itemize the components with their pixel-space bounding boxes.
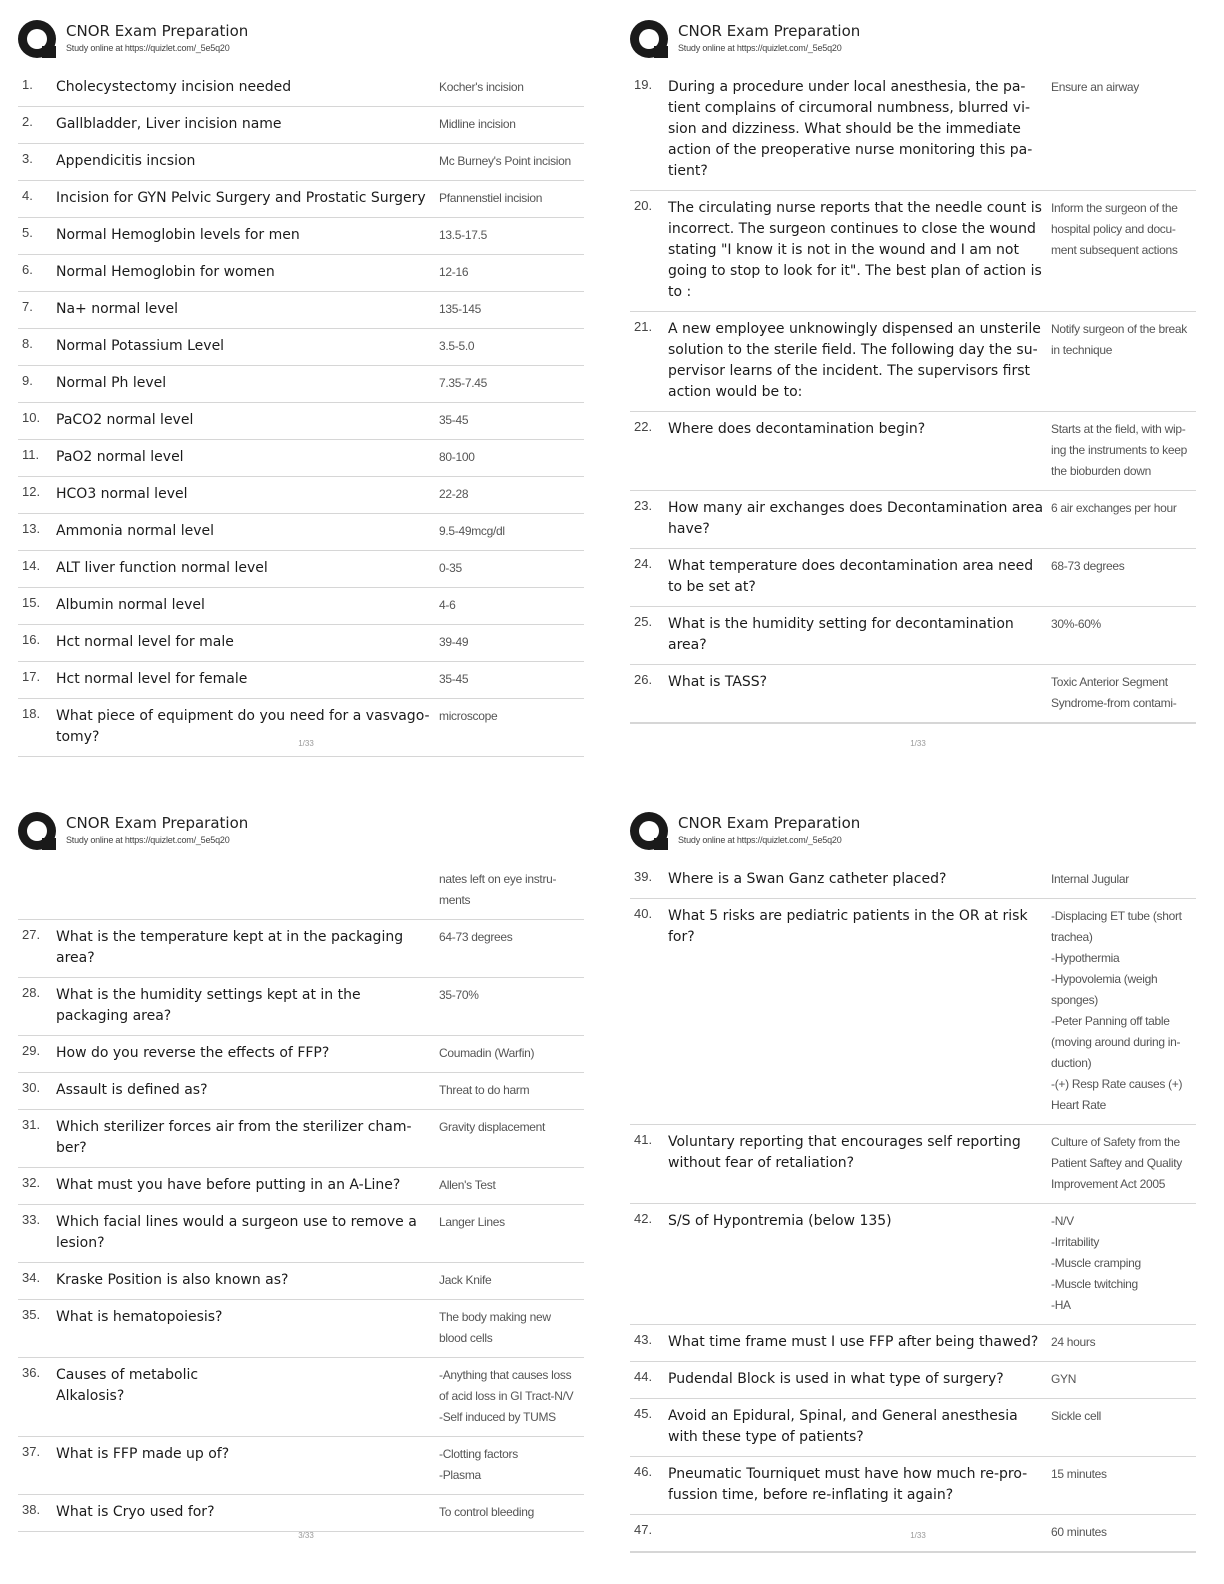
quizlet-logo-icon [18, 20, 56, 58]
answer-text: 35-45 [439, 672, 469, 686]
flashcard-row [630, 1362, 1196, 1399]
flashcard-row [630, 1457, 1196, 1515]
question-text: Causes of metabolic Alkalosis? [56, 1367, 199, 1404]
flashcard-row [630, 607, 1196, 665]
question-text: Pudendal Block is used in what type of surgery? [668, 1371, 1004, 1387]
answer-text: Inform the surgeon of the hospital policy and docu-ment subsequent actions [1051, 201, 1178, 257]
page-header [18, 18, 584, 66]
answer-text: -Anything that causes loss of acid loss in GI Tract-N/V -Self induced by TUMS [439, 1368, 574, 1424]
question-text: The circulating nurse reports that the needle count is incorrect. The surgeon continues to close the wound stating "I know it is not in the wound and I am not going to stop to look for it". The best plan of action is to : [668, 200, 1042, 300]
question-text: During a procedure under local anesthesia, the pa-tient complains of circumoral numbness, blurred vi-sion and dizziness. What should be the immediate action of the preoperative nurse monitoring this pa-tient? [668, 79, 1033, 179]
answer-text: Langer Lines [439, 1215, 505, 1229]
question-number: 27. [22, 927, 41, 942]
answer-text: GYN [1051, 1372, 1077, 1386]
answer-text: Midline incision [439, 117, 516, 131]
answer-text: 13.5-17.5 [439, 228, 488, 242]
answer-text: 4-6 [439, 598, 456, 612]
question-text: What piece of equipment do you need for a vasvago-tomy? [56, 708, 430, 745]
answer-text: Ensure an airway [1051, 80, 1139, 94]
answer-text: Mc Burney's Point incision [439, 154, 571, 168]
continuation-row [18, 862, 584, 920]
question-number: 46. [634, 1464, 653, 1479]
question-number: 41. [634, 1132, 653, 1147]
question-number: 40. [634, 906, 653, 921]
question-text: Ammonia normal level [56, 523, 215, 539]
answer-text: Jack Knife [439, 1273, 492, 1287]
flashcard-row [18, 292, 584, 329]
answer-text: Starts at the field, with wip-ing the instruments to keep the bioburden down [1051, 422, 1187, 478]
flashcard-row [630, 1204, 1196, 1325]
question-text: Which facial lines would a surgeon use to remove a lesion? [56, 1214, 417, 1251]
question-text: What 5 risks are pediatric patients in the OR at risk for? [668, 908, 1028, 945]
question-number: 11. [22, 447, 40, 462]
flashcard-row [630, 1325, 1196, 1362]
flashcard-row [18, 514, 584, 551]
question-text: How many air exchanges does Decontamination area have? [668, 500, 1044, 537]
answer-text: 64-73 degrees [439, 930, 513, 944]
page-title: CNOR Exam Preparation [678, 22, 861, 40]
question-number: 25. [634, 614, 653, 629]
flashcard-row [18, 366, 584, 403]
answer-text: Kocher's incision [439, 80, 524, 94]
answer-text: 135-145 [439, 302, 481, 316]
flashcard-row [18, 662, 584, 699]
study-link[interactable]: Study online at https://quizlet.com/_5e5q20 [678, 42, 842, 53]
question-text: PaCO2 normal level [56, 412, 194, 428]
question-number: 26. [634, 672, 653, 687]
question-text: Albumin normal level [56, 597, 205, 613]
answer-text: Threat to do harm [439, 1083, 530, 1097]
question-number: 30. [22, 1080, 41, 1095]
flashcard-row [18, 588, 584, 625]
question-number: 43. [634, 1332, 653, 1347]
flashcard-row [630, 491, 1196, 549]
question-text: What temperature does decontamination area need to be set at? [668, 558, 1034, 595]
question-text: What time frame must I use FFP after being thawed? [668, 1334, 1039, 1350]
answer-text: 15 minutes [1051, 1467, 1107, 1481]
flashcard-row [18, 1300, 584, 1358]
flashcard-list [18, 70, 584, 757]
question-text: Voluntary reporting that encourages self reporting without fear of retaliation? [668, 1134, 1021, 1171]
flashcard-row [630, 312, 1196, 412]
question-number: 33. [22, 1212, 41, 1227]
question-number: 22. [634, 419, 653, 434]
answer-text: 6 air exchanges per hour [1051, 501, 1177, 515]
question-text: Incision for GYN Pelvic Surgery and Prostatic Surgery [56, 190, 426, 206]
answer-text: 35-45 [439, 413, 469, 427]
answer-text: Culture of Safety from the Patient Saftey and Quality Improvement Act 2005 [1051, 1135, 1182, 1191]
question-number: 42. [634, 1211, 653, 1226]
page-1 [0, 0, 612, 792]
question-text: Normal Hemoglobin levels for men [56, 227, 300, 243]
page-header [630, 18, 1196, 66]
answer-text: Sickle cell [1051, 1409, 1102, 1423]
flashcard-row [18, 329, 584, 366]
flashcard-list [630, 70, 1196, 724]
flashcard-row [630, 665, 1196, 723]
answer-text: 0-35 [439, 561, 462, 575]
question-number: 14. [22, 558, 41, 573]
answer-text: 3.5-5.0 [439, 339, 475, 353]
question-number: 10. [22, 410, 41, 425]
question-text: Normal Hemoglobin for women [56, 264, 275, 280]
flashcard-row [18, 551, 584, 588]
page-4 [612, 792, 1224, 1584]
question-number: 19. [634, 77, 653, 92]
flashcard-row [630, 549, 1196, 607]
answer-text: Notify surgeon of the break in technique [1051, 322, 1187, 357]
question-number: 8. [22, 336, 33, 351]
question-number: 15. [22, 595, 41, 610]
answer-text: Gravity displacement [439, 1120, 546, 1134]
answer-text: Pfannenstiel incision [439, 191, 543, 205]
question-number: 6. [22, 262, 33, 277]
flashcard-row [18, 107, 584, 144]
flashcard-row [18, 625, 584, 662]
question-text: HCO3 normal level [56, 486, 188, 502]
question-number: 4. [22, 188, 33, 203]
flashcard-row [18, 1358, 584, 1437]
answer-text: Allen's Test [439, 1178, 496, 1192]
question-text: Appendicitis incsion [56, 153, 196, 169]
question-number: 18. [22, 706, 41, 721]
flashcard-row [630, 191, 1196, 312]
flashcard-row [630, 70, 1196, 191]
question-text: Hct normal level for female [56, 671, 248, 687]
question-text: What must you have before putting in an A-Line? [56, 1177, 401, 1193]
answer-text: 80-100 [439, 450, 475, 464]
answer-text: 24 hours [1051, 1335, 1096, 1349]
answer-text: 30%-60% [1051, 617, 1101, 631]
answer-text: 9.5-49mcg/dl [439, 524, 505, 538]
question-text: Normal Ph level [56, 375, 167, 391]
flashcard-row [630, 1399, 1196, 1457]
page-number: 1/33 [298, 739, 314, 748]
page-title: CNOR Exam Preparation [66, 22, 249, 40]
page-header [630, 810, 1196, 858]
flashcard-list [630, 862, 1196, 1553]
flashcard-row [18, 1110, 584, 1168]
question-text: What is TASS? [668, 674, 768, 690]
page-3 [0, 792, 612, 1584]
question-number: 39. [634, 869, 653, 884]
question-text: Assault is defined as? [56, 1082, 208, 1098]
page-number: 3/33 [298, 1531, 314, 1540]
flashcard-row [18, 1495, 584, 1532]
question-text: What is FFP made up of? [56, 1446, 230, 1462]
flashcard-row [18, 1168, 584, 1205]
question-text: Cholecystectomy incision needed [56, 79, 292, 95]
question-number: 9. [22, 373, 33, 388]
question-number: 21. [634, 319, 653, 334]
answer-text: -Displacing ET tube (short trachea) -Hypothermia -Hypovolemia (weigh sponges) -Peter Panning off table (moving around during in-duction) -(+) Resp Rate causes (+) Heart Rate [1051, 909, 1183, 1112]
flashcard-row [18, 70, 584, 107]
question-number: 16. [22, 632, 41, 647]
flashcard-row [18, 1036, 584, 1073]
question-number: 34. [22, 1270, 41, 1285]
answer-text: 22-28 [439, 487, 469, 501]
page-number: 1/33 [910, 739, 926, 748]
flashcard-row [630, 862, 1196, 899]
question-number: 44. [634, 1369, 653, 1384]
flashcard-row [18, 255, 584, 292]
question-number: 32. [22, 1175, 41, 1190]
question-text: Pneumatic Tourniquet must have how much re-pro-fussion time, before re-inflating it again? [668, 1466, 1028, 1503]
answer-text: 12-16 [439, 265, 469, 279]
question-text: Kraske Position is also known as? [56, 1272, 289, 1288]
question-number: 3. [22, 151, 33, 166]
flashcard-row [18, 181, 584, 218]
question-text: Gallbladder, Liver incision name [56, 116, 282, 132]
question-text: Where does decontamination begin? [668, 421, 926, 437]
study-link[interactable]: Study online at https://quizlet.com/_5e5q20 [66, 834, 230, 845]
flashcard-row [18, 440, 584, 477]
answer-text: Toxic Anterior Segment Syndrome-from contami- [1051, 675, 1177, 710]
question-number: 12. [22, 484, 41, 499]
question-text: Normal Potassium Level [56, 338, 225, 354]
answer-text: 39-49 [439, 635, 469, 649]
answer-text: Coumadin (Warfin) [439, 1046, 535, 1060]
answer-text: -N/V -Irritability -Muscle cramping -Muscle twitching -HA [1051, 1214, 1141, 1312]
page-header [18, 810, 584, 858]
question-number: 2. [22, 114, 33, 129]
flashcard-row [18, 1437, 584, 1495]
answer-text: -Clotting factors -Plasma [439, 1447, 518, 1482]
quizlet-logo-icon [18, 812, 56, 850]
answer-text: microscope [439, 709, 498, 723]
flashcard-row [18, 1263, 584, 1300]
flashcard-row [630, 412, 1196, 491]
flashcard-row [18, 920, 584, 978]
flashcard-row [630, 899, 1196, 1125]
flashcard-row [18, 1205, 584, 1263]
page-title: CNOR Exam Preparation [678, 814, 861, 832]
page-title: CNOR Exam Preparation [66, 814, 249, 832]
question-text: Avoid an Epidural, Spinal, and General anesthesia with these type of patients? [668, 1408, 1018, 1445]
question-text: Na+ normal level [56, 301, 179, 317]
question-number: 13. [22, 521, 41, 536]
question-text: Which sterilizer forces air from the sterilizer cham-ber? [56, 1119, 412, 1156]
flashcard-row [18, 1073, 584, 1110]
question-number: 20. [634, 198, 653, 213]
flashcard-row [630, 1125, 1196, 1204]
question-number: 28. [22, 985, 41, 1000]
page-number: 1/33 [910, 1531, 926, 1540]
question-number: 35. [22, 1307, 41, 1322]
question-number: 29. [22, 1043, 41, 1058]
answer-text: nates left on eye instru-ments [439, 872, 557, 907]
flashcard-row [18, 144, 584, 181]
question-number: 24. [634, 556, 653, 571]
question-number: 37. [22, 1444, 41, 1459]
question-number: 36. [22, 1365, 41, 1380]
answer-text: Internal Jugular [1051, 872, 1129, 886]
question-text: Where is a Swan Ganz catheter placed? [668, 871, 947, 887]
flashcard-list [18, 862, 584, 1532]
page-2 [612, 0, 1224, 792]
quizlet-logo-icon [630, 812, 668, 850]
flashcard-row [18, 403, 584, 440]
study-link[interactable]: Study online at https://quizlet.com/_5e5q20 [678, 834, 842, 845]
question-text: A new employee unknowingly dispensed an unsterile solution to the sterile field. The following day the su-pervisor learns of the incident. The supervisors first action would be to: [668, 321, 1041, 400]
question-text: What is hematopoiesis? [56, 1309, 223, 1325]
question-number: 1. [22, 77, 33, 92]
flashcard-row [18, 978, 584, 1036]
question-number: 5. [22, 225, 33, 240]
question-number: 38. [22, 1502, 41, 1517]
question-number: 47. [634, 1522, 653, 1537]
question-text: S/S of Hypontremia (below 135) [668, 1213, 892, 1229]
answer-text: To control bleeding [439, 1505, 535, 1519]
question-number: 45. [634, 1406, 653, 1421]
question-number: 7. [22, 299, 33, 314]
answer-text: The body making new blood cells [439, 1310, 551, 1345]
question-number: 31. [22, 1117, 41, 1132]
question-text: What is the temperature kept at in the packaging area? [56, 929, 404, 966]
answer-text: 60 minutes [1051, 1525, 1107, 1539]
question-text: What is the humidity setting for decontamination area? [668, 616, 1014, 653]
quizlet-logo-icon [630, 20, 668, 58]
flashcard-row [18, 477, 584, 514]
question-text: What is Cryo used for? [56, 1504, 215, 1520]
study-link[interactable]: Study online at https://quizlet.com/_5e5q20 [66, 42, 230, 53]
question-text: PaO2 normal level [56, 449, 184, 465]
answer-text: 68-73 degrees [1051, 559, 1125, 573]
question-text: Hct normal level for male [56, 634, 234, 650]
answer-text: 7.35-7.45 [439, 376, 488, 390]
answer-text: 35-70% [439, 988, 479, 1002]
question-text: What is the humidity settings kept at in the packaging area? [56, 987, 361, 1024]
question-text: How do you reverse the effects of FFP? [56, 1045, 330, 1061]
flashcard-row [18, 218, 584, 255]
question-number: 17. [22, 669, 41, 684]
question-number: 23. [634, 498, 653, 513]
flashcard-row [18, 699, 584, 757]
question-text: ALT liver function normal level [56, 560, 268, 576]
